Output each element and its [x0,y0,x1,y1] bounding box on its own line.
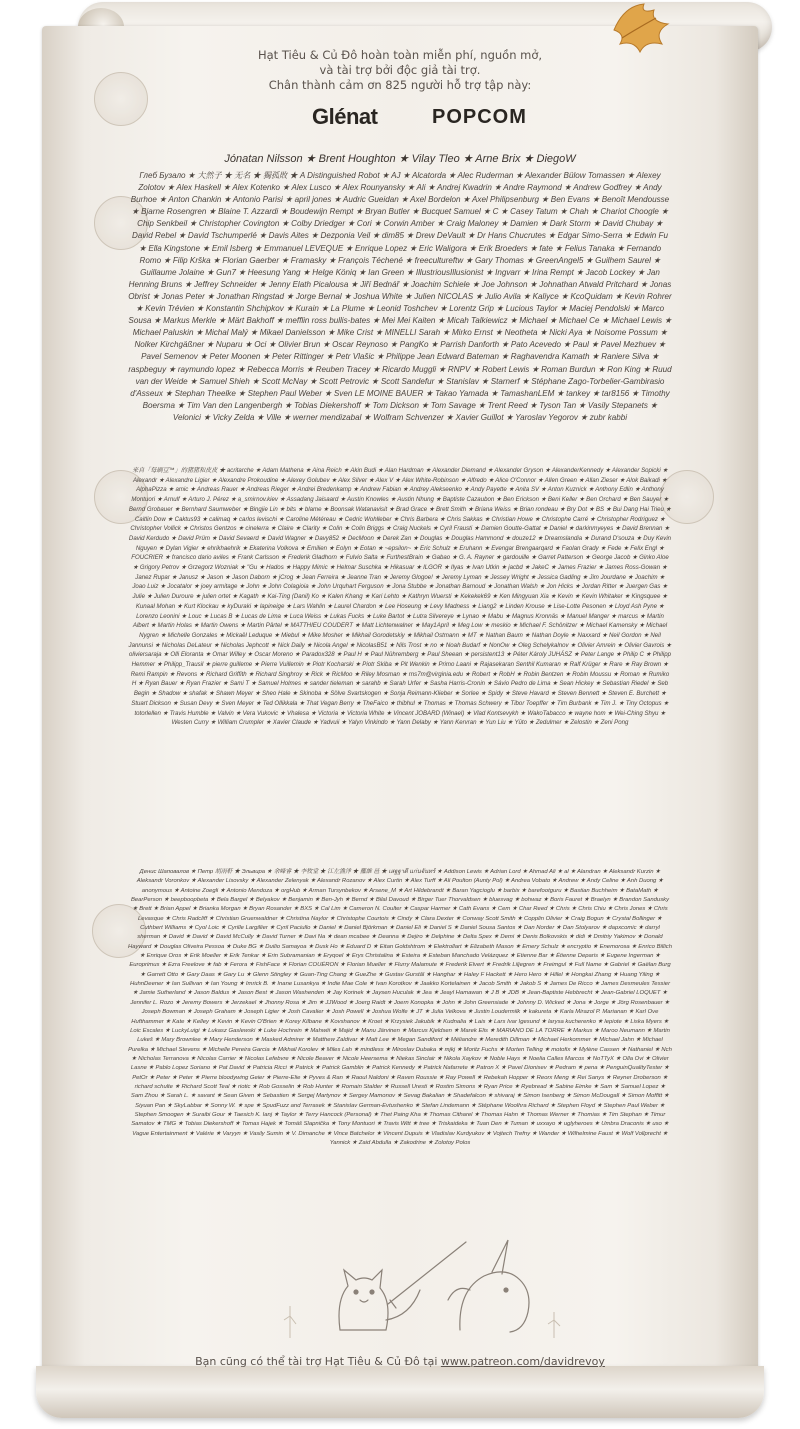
cat-and-unicorn-sketch [270,1220,570,1345]
patreon-link[interactable]: www.patreon.com/davidrevoy [440,1355,605,1368]
patron-list-tier2: 来自「每刷豆™」的猪猪和皮皮 ★ acritarche ★ Adam Mathena ★ Aina Reich ★ Akin Budi ★ Alan Hardman ★ Alexander Diemand ★ Alexander Gryson ★ AlexanderKennedy ★ Alexander Sopicki ★ Alexandr ★ Alexandre Ligier ★ Alexandre Prokoudine ★ Alexey Golubev ★ Alex Silver ★ Alex V ★ Alex White-Robinson ★ Alfredo ★ Alice O'Connor ★ Allen Green ★ Allan Zieser ★ Alok Baikadi ★ AlphaPizza ★ amic ★ Andreas Rauer ★ Andreas Rieger ★ Andrei Bredenkamp ★ Andrew Fabian ★ Andrey Alekseenko ★ Andy Payette ★ Anita SV ★ Anton Kuznick ★ Anthony Edlin ★ Anthony Montuori ★ Arnulf ★ Arturo J. Pérez ★ a_smirnov.kiev ★ Assadang Jaisaard ★ Austin Knowles ★ Austin Nhung ★ Baptiste Cazaubon ★ Ben Erickson ★ Beni Keller ★ Ben Orchard ★ Ben Sauyer ★ Bernd Grobauer ★ Bernhard Saumweber ★ Bingjie Lin ★ bits ★ blame ★ Boonsak Watanavisit ★ Brad Grace ★ Brett Smith ★ Briana Weiss ★ Brian rondeau ★ Bry Dot ★ BS ★ Bui Dang Hai Trieu ★ Caitlin Dow ★ Caktus93 ★ calimaq ★ carlos levischi ★ Caroline Météreau ★ Cedric Wohlleber ★ Chris Barbera ★ Chris Sakkas ★ Christian Howe ★ Christophe Carré ★ Christopher Rodriguez ★ Christopher Vollick ★ Christos Gentzos ★ cinelerra ★ Claire ★ Clarity ★ Colin ★ Colin Briggs ★ Craig Nuckels ★ Cyril Frausti ★ Damien Goutte-Gattat ★ Daniel ★ darkinmyeyes ★ David Brennan ★ David Kerdudo ★ David Prüm ★ David Sevaerd ★ David Wagner ★ Davy852 ★ DecMoon ★ Derek Zan ★ Douglas ★ Douglas Hammond ★ douze12 ★ Dreamslandia ★ Durand D'souza ★ Duy Kevin Nguyen ★ Dylan Vigier ★ ehrikhaehrik ★ Ekaterina Volkova ★ Emilien ★ Eolyn ★ Eotan ★ ~epsilon~ ★ Eric Schulz ★ Eruhann ★ Evengar Brengaarqard ★ Faolan Grady ★ Fede ★ Felix Engl ★ FOUCRIER ★ francisco dario aviles ★ Frank Carlsson ★ Frederik Gladhorn ★ Fulvio Salta ★ FurthestBrain ★ Gabao ★ G. A. Rayner ★ gardouille ★ Garret Patterson ★ George Jacob ★ Ginko Aloe ★ Grigory Petrov ★ Grzegorz Wozniak ★ "Gu ★ Hados ★ Happy Mimic ★ Helmar Suschka ★ Hikasuar ★ ILGOR ★ Ilyas ★ Ivan Utkin ★ jacbd ★ JakeC ★ James Frazier ★ James Ross-Gowan ★ Janez Rupar ★ Janusz ★ Jason ★ Jason Daborn ★ jCrog ★ Jean Ferreira ★ Jeanne Tran ★ Jeremy Glogoe! ★ Jeremy Lyman ★ Jessey Wright ★ Jessica Gadling ★ Jim Jourdane ★ Joachim ★ Joao Luiz ★ Jocatalor ★ joey armitage ★ John ★ John Colagioia ★ John Urquhart Ferguson ★ Jona Stubbe ★ Jonathan Barnoud ★ Jonathan Walsh ★ Jon Hicks ★ Jordan Ritter ★ Juergen Gas ★ Julie ★ Julien Duroure ★ julien ortet ★ Kagath ★ Kai-Ting (Danil) Ko ★ Kalen Khang ★ Kari Lehto ★ Kathryn Wuersti ★ Kekekek69 ★ Ken Mingyuan Xia ★ Kevin ★ Kevin Whitaker ★ Kingsquee ★ Kunaal Mohan ★ Kurt Klockau ★ kyDuraki ★ lapineige ★ Lars Wahlin ★ Laurel Chardon ★ Lee Hoseung ★ Levy Madness ★ Liang2 ★ Linden Krouse ★ Lise-Lotte Pesonen ★ Lloyd Ash Pyne ★ Lorenzo Leonini ★ Louc ★ Lucas B ★ Lucas de Lima ★ Luca Weiss ★ Lukas Fucks ★ Luke Bartot ★ Lutra Silvereye ★ Lynao ★ Mabu ★ Magnus Kronnäs ★ Manuel Manger ★ marcus ★ Martin Albert ★ Martin Holas ★ Martin Owens ★ Martin Pärtel ★ MATTHIEU COUDERT ★ Matt Lichtenwalner ★ May1April ★ Meg Low ★ meskio ★ Michael F. Schönitzer ★ Michael Kamensky ★ Michael Nygren ★ Michelle Gonzales ★ Mickaël Leduque ★ Miebul ★ Mike Mosher ★ Mikhail Gorodetskiy ★ Mikhail Ostmann ★ MT ★ Nathan Baum ★ Nathan Doyle ★ Naxxard ★ Neil Gordon ★ Neil Jannunsi ★ Nicholas DeLateur ★ Nicholas Jephcott ★ Nick Daily ★ Nicola Angel ★ NicolasB51 ★ Nils Trost ★ no ★ Noah Budarf ★ NonOw ★ Oleg Schelykalnov ★ Olivier Amrein ★ Olivier Gavrois ★ oliviersaraja ★ Olli Eloranta ★ Omar Willey ★ Oscar Moreno ★ Paradox328 ★ Paul H ★ Paul Nühremberg ★ Paul Sheean ★ persistent13 ★ Péter Károly JUHÁSZ ★ Peter Lange ★ Philip C ★ Philipp Hemmer ★ Philipp_Trausil ★ pierre guilleme ★ Pierre Vuillemin ★ Piotr Kocharski ★ Piotr Skiba ★ Pit Wenkin ★ Primo Laani ★ Rajasekaran Senthil Kumaran ★ Ralf Krüger ★ Rare ★ Ray Brown ★ Remi Rampin ★ Revons ★ Richard Griffith ★ Richard Singhroy ★ Rick ★ RicMoo ★ Riley Mosman ★ rns7m@virginia.edu ★ Robert ★ RobH ★ Robin Bentzen ★ Robin Moussu ★ Roman ★ Rumiko H ★ Ryan Bauer ★ Ryan Frazier ★ Sami T ★ Samuel Holmes ★ sander tieleman ★ sarahb ★ Sarah Urfer ★ Sasha Harris-Cronin ★ Sávio Pedro de Lima ★ Sean Hickey ★ Sebastian Riedel ★ Seb Begin ★ Shadow ★ shafak ★ Shawn Meyer ★ Sheo Hale ★ Skinoba ★ Sölve Svartskogen ★ Sonja Reimann-Klieber ★ Sorlee ★ Spidy ★ Steve Havard ★ Steven Bennett ★ Steven E. Burchett ★ Stuart Dickson ★ Susan Devy ★ Sven Meyer ★ Ted Ollikkala ★ That Vegan Berry ★ TheFaico ★ thibhul ★ Thomas ★ Thomas Schwery ★ Tibor Toepffer ★ Tim Burbank ★ Tim J. ★ Tiny Octopus ★ totorlellen ★ Travis Humble ★ Valvin ★ Vera Vukovic ★ Vhalesa ★ Victoria ★ Victoria White ★ Vincent JOBARD (Winael) ★ Vlad Kontsevykh ★ WakoTabacco ★ wayne hom ★ Wei-Ching Shyu ★ Westen Curry ★ William Crumpler ★ Xavier Claude ★ Yadvuii ★ Yalyn Vinkindo ★ Yann Delaby ★ Yann Kervran ★ Yun Liu ★ Yūto ★ Zedulmer ★ Zelostin ★ Zeni Pong [128,467,672,727]
patron-list-tier3: Денис Шаповалов ★ Петр 胡雨軒 ★ Эльвира ★ 余峰睿 ★ 李牧堂 ★ 江左漁洋 ★ 羅維 邑 ★ เสฐฐาดี แก่นจันทร์ ★ Addison Lewis ★ Adrian Lord ★ Ahmad Ali ★ al ★ Alandran ★ Aleksandr Kurzin ★ Aleksandr Voronkov ★ Alexander Lisovsky ★ Alexander Zelenyak ★ Alexandr Rozanov ★ Alex Curtin ★ Alex Turff ★ Ali Poulton (Aunty Pol) ★ Andrea Vobato ★ Andrew ★ Andy Celine ★ Anh Duong ★ anonymous ★ Antoine Zoegli ★ Antonio Mendoza ★ orgHub ★ Arman Tursynbekov ★ Arsene_M ★ Art Hildebrandt ★ Baran Yagcioglu ★ barbix ★ barefootguru ★ Bastian Buchheim ★ BataMath ★ BearPerson ★ beepboopbeta ★ Bela Bargel ★ Belyakov ★ Benjamin ★ Ben-Jyh ★ Bernd ★ Bilal Davoud ★ Birger Tuer Thorvaldsen ★ bluesvag ★ bohwaz ★ Boris Fauret ★ Braelyn ★ Brandon Sandusky ★ Brett ★ Brian Appel ★ Brianka Morgan ★ Bryan Rosander ★ BXS ★ Cal Lim ★ Cameron N. Coulter ★ Caspar Harmer ★ Cath Evans ★ Cem ★ Char Reed ★ Chris ★ Chris Chiu ★ Chris Jones ★ Chris Levasque ★ Chris Radcliff ★ Christian Gruenwaldner ★ Christina Naylor ★ Christophe Courtois ★ Cindy ★ Clara Dexter ★ Conway Scott Smith ★ Copplin Olivier ★ Craig Bogun ★ Crystal Bollinger ★ Cuthbert Williams ★ Cyol Loic ★ Cyrille Largillier ★ Cyril Paciullo ★ Daniel ★ Daniel Björkman ★ Daniel Eli ★ Daniel S ★ Daniel Sousa Santos ★ Dan Norder ★ Dan Stolyarov ★ dapxcomic ★ darryl sherman ★ David ★ David ★ David McCully ★ David Turner ★ Davi Na ★ dean mcabee ★ Deanna ★ Dejiro ★ Delphine ★ Delta Spex ★ Demi ★ Denis Bolkovskis ★ didi ★ Dmitriy Yakimov ★ Donald Hayward ★ Douglas Oliveira Pessoa ★ Duke BG ★ Duilio Samayoa ★ Dusk Ho ★ Eduard D ★ Eitan Goldshtrom ★ Elektrollart ★ Elizabeth Mason ★ Emery Schulz ★ encryptio ★ Enemorosa ★ Enrico Billich ★ Enrique Oros ★ Erik Moeller ★ Erik Tenkar ★ Erin Subramanian ★ Eryqoel ★ Erys Christalina ★ Esteira ★ Esteban Manchado Velázquez ★ Etienne Bar ★ Étienne Deparis ★ Eugene Ingerman ★ Europrimus ★ Ezra Freelove ★ fab ★ Ferora ★ FishFace ★ Florian COUÉRON ★ Florian Mueller ★ Flurry Malamute ★ Frederik Elvert ★ Fredrik Liljegren ★ Freimgul ★ Full Name ★ Gabriel ★ Gaëlan Burg ★ Garrett Otto ★ Gary Daas ★ Gary Lu ★ Glenn Stingley ★ Guan-Ting Chang ★ GueZhe ★ Gustav Gurstâl ★ Hanghar ★ Haley F Hackett ★ Hero Hero ★ Hillel ★ Hongkai Zhang ★ Huang Yiling ★ HuhnDeener ★ Ian Sullivan ★ Ian Young ★ Imrick B. ★ Inane Lusankya ★ Indie Mae Cole ★ Ivan Korotkov ★ Jaakko Kortelainen ★ Jacob Smith ★ Jakob S ★ James De Ricco ★ James Desmeules Tessier ★ Jamie Sutherland ★ Jason Baldus ★ Jason Best ★ Jason Washenden ★ Jay Korinek ★ Jaysen Huculak ★ Jea ★ Jeayl Hamawan ★ J B ★ JDB ★ Jean-Baptiste Hebbrecht ★ Jean-Gabriel LOQUET ★ Jennifer L. Rozo ★ Jeremy Bowers ★ Jerzekael ★ Jhonny Rosa ★ Jim ★ JJWood ★ Joerg Raidt ★ Joern Konopka ★ John ★ John Greensiade ★ Johnny D. Wicked ★ Jona ★ Jorge ★ Jörg Rosenbauer ★ Joseph Bowman ★ Joseph Graham ★ Joseph Ligier ★ Josh Cavalier ★ Josh Powell ★ Joshua Wolfe ★ JT ★ Julia Velkova ★ Justin Loudermilk ★ kakureta ★ Karla Mirazol P. Marianan ★ Karl Ove Hufthammer ★ Kate ★ Kelley ★ Kevin ★ Kevin O'Brien ★ Korey Kilbane ★ Kovshanov ★ Kroet ★ Krzysiek Jakubik ★ Kudnalia ★ Lais ★ Lars Ivar Igesund ★ larysa kucherenko ★ lepiote ★ Liska Myers ★ Loic Escales ★ LuckyLuigi ★ Lukasz Gaslewski ★ Luke Hochrein ★ Mahwiii ★ Majid ★ Manu Järvinen ★ Marcus Kjeldsen ★ Marek Elis ★ MARIANO DE LA TORRE ★ Markus ★ Maroo Neumann ★ Martin Lukeš ★ Mary Brownlee ★ Mary Henderson ★ Masked Admirer ★ Matthew Zaldivar ★ Matt Lee ★ Megan Sandiford ★ Méliandre ★ Meredith Dillman ★ Michael Herkommer ★ Michael Jahn ★ Michael Purelka ★ Michael Stevens ★ Michelle Pereira Garcia ★ Mikhail Korolev ★ Miles Lah ★ mindless ★ Miroslav Dubaka ★ mjkj ★ Moritz Fuchs ★ Morten Telling ★ motofix ★ Mylène Cassen ★ Nathaniel ★ Nch ★ Nicholas Terranova ★ Nicolas Carrier ★ Nicolas Lefebvre ★ Nicole Beaver ★ Nicole Heersema ★ Niekas Sinclair ★ Nikola Xaykov ★ Noble Hays ★ Noelia Calles Marcos ★ NoTTyX ★ Olla Ovi ★ Olivier Lasne ★ Pablo Lopez Soriano ★ Pat David ★ Patricia Ricci ★ Patrick ★ Patrick Gamblin ★ Patrick Kennedy ★ Patrick Nafarrete ★ Patron X ★ Pavel Dionisev ★ Pedram ★ pena ★ PenguinQualityTester ★ PetOr ★ Peter ★ Peter ★ Pierre bloodywing Geier ★ Pierre-Elie ★ Pyves & Ran ★ Raoul Naldoni ★ Raven Roussie ★ Ray Powell ★ Rebekah Hopper ★ Reorx Meng ★ Rei Sanys ★ Reyner Droberson ★ richard schulte ★ Richard Scott Teal ★ riotic ★ Rob Gosselin ★ Rob Hunter ★ Romain Stalder ★ Russell Uresti ★ Rostim Simons ★ Ryan Price ★ Ryebread ★ Sabine Eimke ★ Sam ★ Samuel Lopez ★ Sam Zhou ★ Sarah L. ★ savant ★ Sean Given ★ Sebastien ★ Sergej Martynov ★ Sergey Mamonov ★ Sevag Bakalian ★ Shadefalcon ★ shivaraj ★ Simon Isenberg ★ Simon McDougall ★ Simon Moffitt ★ Siyuan Pan ★ SkyLabbar ★ Sonny W. ★ spe ★ SpudFuzz and Terrasek ★ Stanislav German-Evtushenko ★ Stefan Lindemann ★ Stéphane Woolhra Richard ★ Stephen Floyd ★ Stephen Paul Weber ★ Stephen Smoogen ★ Suraibi Gour ★ Taesich K. Ianj ★ Taylor ★ Terry Hancock (Personal) ★ Thet Paing Kha ★ Thomas Citharel ★ Thomas Hahn ★ Thomas Werner ★ Thomias ★ Tim Stephan ★ Timur Samatov ★ TMG ★ Tobias Diekershoff ★ Tomas Hajek ★ Tomáš Slapnička ★ Tony Montuori ★ Travis Witt ★ tree ★ Triskaideka ★ Tuan Den ★ Tuman ★ uxxayo ★ uglyheroes ★ Umbra Draconis ★ uso ★ Vague Entertainment ★ Valérie ★ Varyyn ★ Vasily Sumin ★ V. Dimanche ★ Vince Batchelor ★ Vincent Dupuis ★ Vladislav Kurdyukov ★ Vojtech Trefny ★ Wander ★ Wilhelmine Faust ★ Wolf Vollprecht ★ Yannick ★ Zaid Abdulla ★ Zakodrine ★ Zolotoy Polos [128,869,672,1146]
scroll-bottom-roll [36,1366,764,1418]
footer-support-text [150,1355,650,1368]
main-patrons: Jónatan Nilsson ★ Brent Houghton ★ Vilay Tleo ★ Arne Brix ★ DiegoW [224,153,576,165]
autumn-leaf-icon [604,0,674,56]
sponsor-line: Chân thành cảm ơn 825 người hỗ trợ tập này: [268,78,532,92]
sponsor-line: và tài trợ bởi độc giả tài trợ. [319,63,481,77]
sponsor-line: Hạt Tiêu & Củ Đô hoàn toàn miễn phí, nguồn mở, [257,48,543,62]
patron-list-tier1: Глеб Бузало ★ 大然子 ★ 无名 ★ 獨孤敗 ★ A Distinguished Robot ★ AJ ★ Alcatorda ★ Alec Ruderman ★ Alexander Bülow Tomassen ★ Alexey Zolotov ★ Alex Haskell ★ Alex Kotenko ★ Alex Lusco ★ Alex Rounyansky ★ Ali ★ Andrej Kwadrin ★ Andre Raymond ★ Andrew Godfrey ★ Andy Burhoe ★ Anton Chankin ★ Antonio Parisi ★ april jones ★ Audric Gueidan ★ Axel Bordelon ★ Axel Philipsenburg ★ Ben Evans ★ Benoît Mendousse ★ Bjarne Rosengren ★ Blaine T. Azzardi ★ Boudewijn Rempt ★ Bryan Butler ★ Bucquet Samuel ★ C ★ Casey Tatum ★ Chah ★ Chariot Choogle ★ Chip Senkbeil ★ Christopher Covington ★ Colby Driedger ★ Cori ★ Corwin Amber ★ Craig Maloney ★ Damien ★ Dark Storm ★ David Chubay ★ David Rebel ★ David Tschumperlé ★ Davis Aites ★ Dezponia Veil ★ dim85 ★ Drew DeVault ★ Dr Hans Chucrutes ★ Edgar Simo-Serra ★ Edwin Fu ★ Ella Kingstone ★ Emil Isberg ★ Emmanuel LEVEQUE ★ Enrique Lopez ★ Eric Waligora ★ Erik Broeders ★ fate ★ Felius Tanaka ★ Fernando Romo ★ Filip Krška ★ Florian Gaerber ★ Framasky ★ François Téchené ★ freecultureftw ★ Gary Thomas ★ GreenAngel5 ★ Guilhem Saurel ★ Guillaume Jolaine ★ Gun7 ★ Heesung Yang ★ Helge Köniq ★ Ian Green ★ IllustriousIllusionist ★ Ingvarr ★ Irina Rempt ★ Jacob Lockey ★ Jan Henning Bruns ★ Jeffrey Schneider ★ Jenny Elath Picalousa ★ Jiří Bednář ★ Joachim Schiele ★ Joe Johnson ★ Johnathan Atwald Pritchard ★ Jonas Obrist ★ Jonas Peter ★ Jonathan Ringstad ★ Jorge Bernal ★ Joshua White ★ Julien NICOLAS ★ Julio Avila ★ Kaliyce ★ KcoQuidam ★ Kevin Rohrer ★ Kevin Trévien ★ Konstantin Shchipkov ★ Kurain ★ La Plume ★ Leonid Toshchev ★ Lorentz Grip ★ Lucious Taylor ★ Maciej Pendolski ★ Marco Sousa ★ Markus Merkle ★ Märt Bakhoff ★ mefflin ross bullis-bates ★ Mei Mei Kaiten ★ Micah Talkiewicz ★ Michael ★ Michael Ce ★ Michael Lewis ★ Michael Paluskin ★ Michal Malý ★ Mikael Danielsson ★ Mike Crist ★ MINELLI Sarah ★ Mirko Ernst ★ Neotheta ★ Nicki Aya ★ Noisome Possum ★ Nolker Kirchgäßner ★ Nuparu ★ Oci ★ Olivier Brun ★ Oscar Reynoso ★ PangKo ★ Parrish Danforth ★ Pato Acevedo ★ Paul ★ Pavel Mezhuev ★ Pavel Semenov ★ Peter Moonen ★ Peter Rittinger ★ Petr Vlašic ★ Philippe Jean Edward Bateman ★ Raghavendra Kamath ★ Raniere Silva ★ raspbeguy ★ raymundo lopez ★ Rebecca Morris ★ Reuben Tracey ★ Ricardo Muggli ★ RNPV ★ Robert Lewis ★ Roman Burdun ★ Ron King ★ Ruud van der Weide ★ Samuel Shieh ★ Scott McNay ★ Scott Petrovic ★ Scott Sandefur ★ Stanislav ★ Starnerf ★ Stéphane Zago-Torbelier-Gambirasio d'Asseux ★ Stephan Theelke ★ Stephen Paul Weber ★ Sven LE MOINE BAUER ★ Takao Yamada ★ TamashanLEM ★ tankey ★ tar8156 ★ Timothy Boersma ★ Tim Van den Langenbergh ★ Tobias Diekershoff ★ Tom Dickson ★ Tom Savage ★ Trent Reed ★ Tyson Tan ★ Vasily Stepanets ★ Velonici ★ Vicky Zelda ★ Ville ★ werner mendizabal ★ Wolfram Schvenzer ★ Xavier Guillot ★ Yaroslav Yegorov ★ zubr kabbi [128,171,672,422]
glenat-logo: Glénat [312,104,378,129]
popcom-logo: POPCOM [432,106,527,128]
coin-emblem-icon [94,72,148,126]
footer-prefix: Bạn cũng có thể tài trợ Hạt Tiêu & Củ Đô tại [195,1355,441,1368]
sponsor-intro [230,48,570,93]
